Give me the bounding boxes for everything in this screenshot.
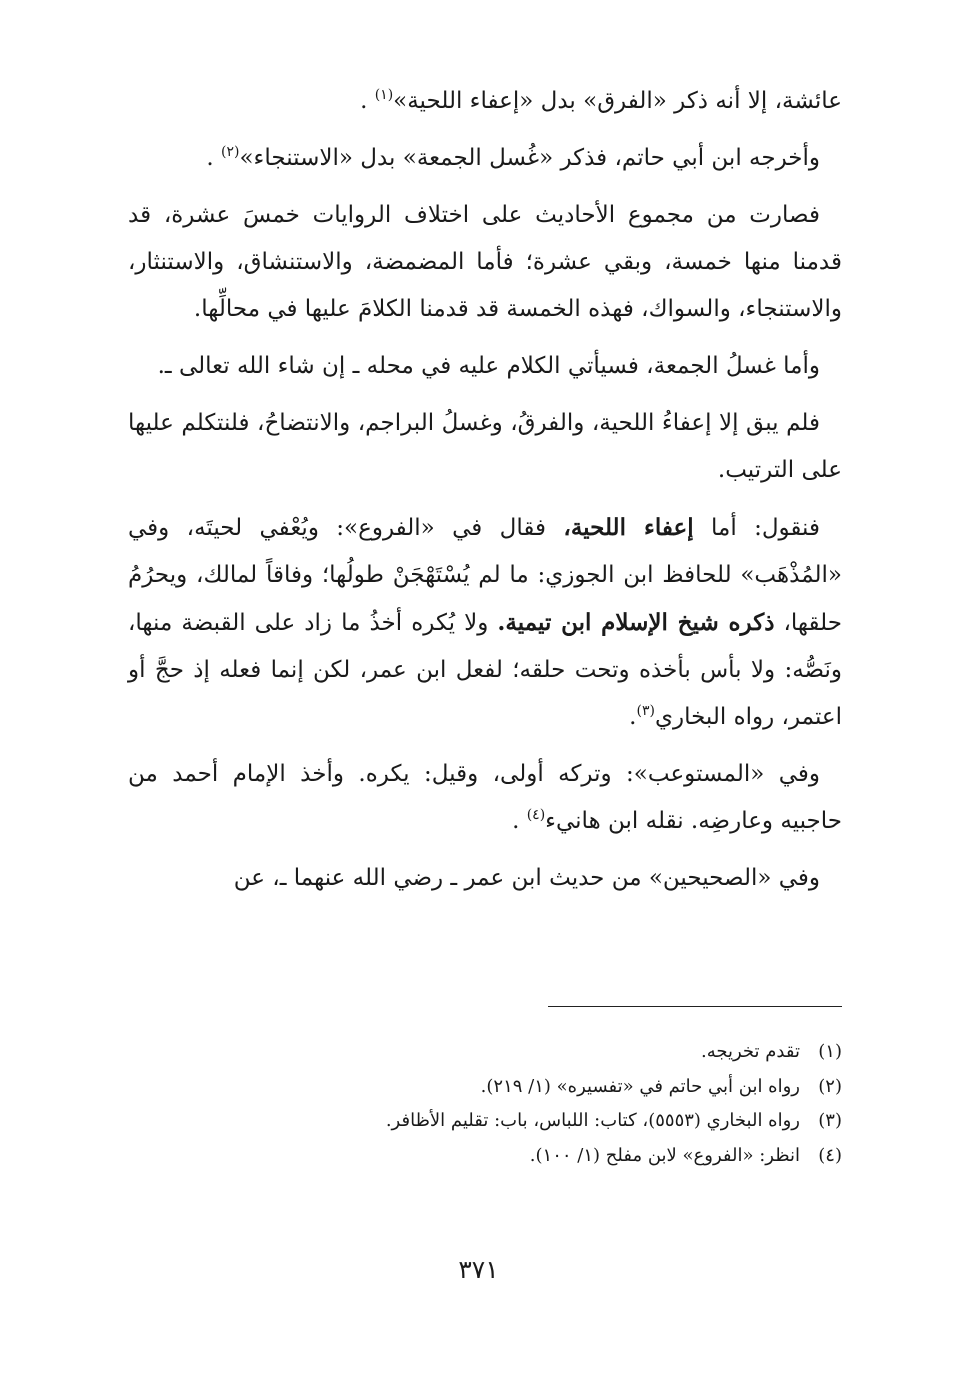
text-run: . xyxy=(512,808,527,834)
paragraph-p3 xyxy=(128,192,842,333)
page-number: ٣٧١ xyxy=(458,1255,499,1284)
paragraph-p6 xyxy=(128,504,842,741)
footnote-marker: (٢) xyxy=(221,144,240,160)
paragraph-p1 xyxy=(128,78,842,125)
footnote-text: انظر: «الفروع» لابن مفلح (١/ ١٠٠). xyxy=(529,1144,800,1166)
footnote-number: (٢) xyxy=(818,1075,842,1097)
footnote xyxy=(128,1104,842,1139)
text-run: فقال في «الفروع»: ويُعْفي لحيتَه، وفي «المُذْهَب» للحافظ ابن الجوزي: ما لم يُسْتَهْجَنْ طولُها؛ وفاقاً لمالك، ويحرُمُ حلقها، xyxy=(128,515,843,636)
footnote-text: تقدم تخريجه. xyxy=(701,1041,800,1062)
footnote-marker: (١) xyxy=(374,87,394,103)
text-run: . xyxy=(629,704,637,730)
text-run: . xyxy=(360,88,375,114)
main-text xyxy=(128,78,842,912)
footnote-text: رواه ابن أبي حاتم في «تفسيره» (١/ ٢١٩). xyxy=(480,1075,800,1097)
footnote-marker: (٤) xyxy=(526,807,546,823)
paragraph-p2 xyxy=(128,135,842,182)
text-run: وفي «الصحيحين» من حديث ابن عمر ـ رضي الله عنهما ـ، عن xyxy=(233,865,820,891)
text-run: وفي «المستوعب»: وتركه أولى، وقيل: يكره. وأخذ الإمام أحمد من حاجبيه وعارضِه. نقله ابن هانيء xyxy=(128,761,842,834)
footnote xyxy=(128,1035,842,1070)
footnote-marker: (٣) xyxy=(636,703,655,719)
text-run: وأخرجه ابن أبي حاتم، فذكر «غُسل الجمعة» بدل «الاستنجاء» xyxy=(239,145,820,171)
text-run: . xyxy=(206,145,222,171)
text-run: وأما غسلُ الجمعة، فسيأتي الكلام عليه في محله ـ إن شاء الله تعالى ـ. xyxy=(157,353,820,379)
footnote-divider xyxy=(548,1006,842,1007)
footnote-text: رواه البخاري (٥٥٥٣)، كتاب: اللباس، باب: تقليم الأظافر. xyxy=(385,1110,800,1131)
footnote xyxy=(128,1070,842,1105)
footnotes xyxy=(128,1035,842,1173)
footnote-number: (٣) xyxy=(818,1110,842,1131)
footnote-number: (٤) xyxy=(818,1144,842,1166)
text-run: فلم يبق إلا إعفاءُ اللحية، والفرقُ، وغسلُ البراجم، والانتضاحُ، فلنتكلم عليها على الترتيب. xyxy=(128,410,842,483)
bold-text: إعفاء اللحية، xyxy=(563,514,694,541)
text-run: فنقول: أما xyxy=(693,515,820,541)
paragraph-p5 xyxy=(128,400,842,494)
footnote xyxy=(128,1139,842,1174)
text-run: عائشة، إلا أنه ذكر «الفرق» بدل «إعفاء اللحية» xyxy=(393,88,842,114)
paragraph-p8 xyxy=(128,855,842,902)
text-run: فصارت من مجموع الأحاديث على اختلاف الروايات خمسَ عشرة، قد قدمنا منها خمسة، وبقي عشرة؛ فأما المضمضة، والاستنشاق، والاستنثار، والاستنجاء، والسواك، فهذه الخمسة قد قدمنا الكلامَ عليها في محالِّها. xyxy=(128,202,842,322)
footnote-number: (١) xyxy=(818,1041,842,1062)
bold-text: ذكره شيخ الإسلام ابن تيمية. xyxy=(497,609,775,636)
paragraph-p4 xyxy=(128,343,842,390)
paragraph-p7 xyxy=(128,751,842,845)
text-run: ولا يُكره أخذُ ما زاد على القبضة منها، ونَصُّه: ولا بأس بأخذه وتحت حلقه؛ لفعل ابن عمر، لكن إنما فعله إذ حجَّ أو اعتمر، رواه البخاري xyxy=(128,610,842,730)
